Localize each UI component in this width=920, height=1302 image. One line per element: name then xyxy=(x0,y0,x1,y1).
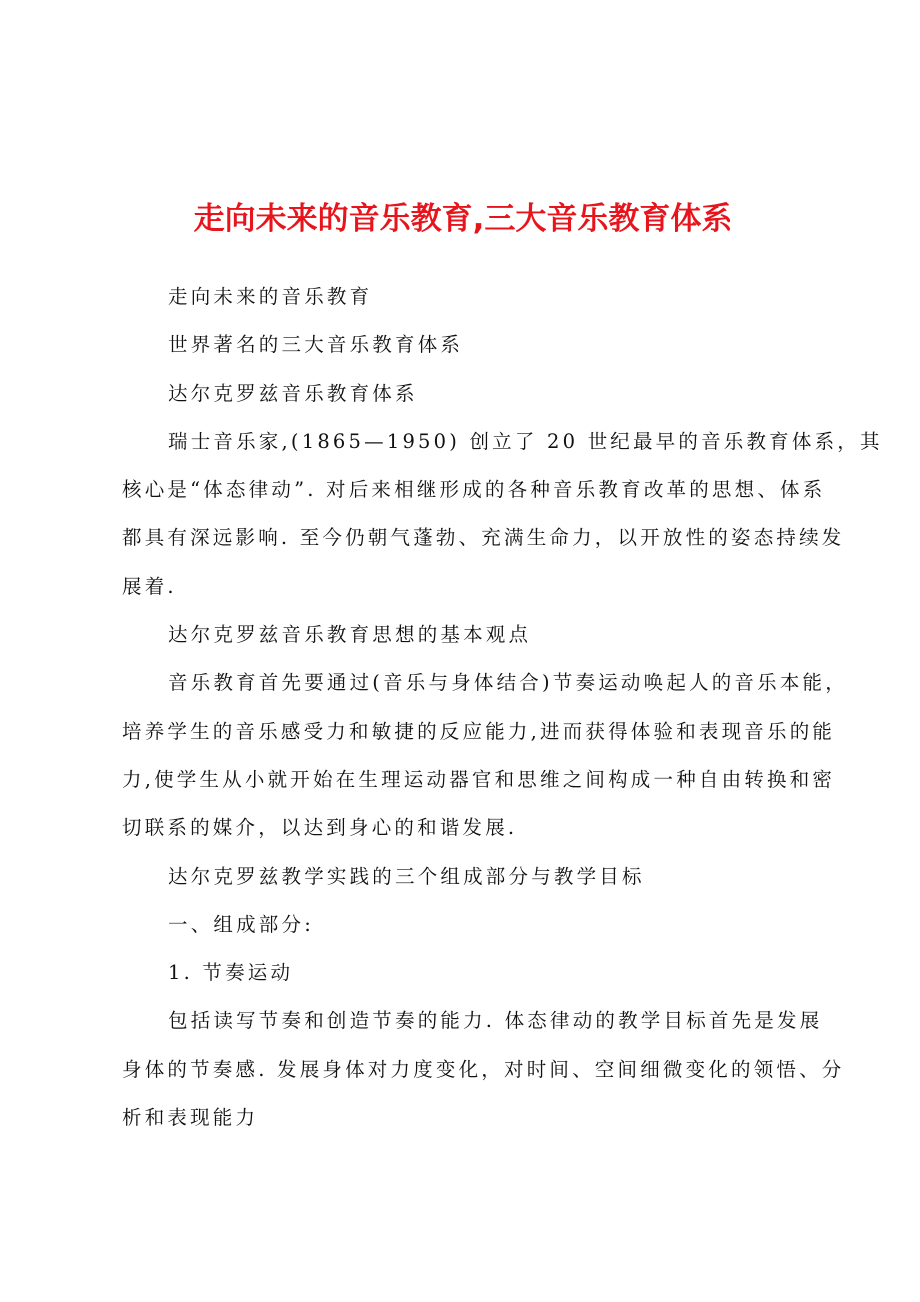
text-line: 核心是“体态律动”. 对后来相继形成的各种音乐教育改革的思想、体系 xyxy=(122,478,826,502)
text-line: 力,使学生从小就开始在生理运动器官和思维之间构成一种自由转换和密 xyxy=(122,767,836,791)
text-line: 走向未来的音乐教育 xyxy=(168,285,373,308)
text-line: 一、组成部分: xyxy=(168,912,314,936)
text-line: 都具有深远影响. 至今仍朝气蓬勃、充满生命力，以开放性的姿态持续发 xyxy=(122,526,845,550)
text-line: 达尔克罗兹教学实践的三个组成部分与教学目标 xyxy=(168,864,645,888)
text-line: 培养学生的音乐感受力和敏捷的反应能力,进而获得体验和表现音乐的能 xyxy=(122,719,836,743)
text-line: 1. 节奏运动 xyxy=(168,961,294,985)
text-line: 切联系的媒介，以达到身心的和谐发展. xyxy=(122,816,518,840)
text-line: 世界著名的三大音乐教育体系 xyxy=(168,333,464,357)
text-line: 音乐教育首先要通过(音乐与身体结合)节奏运动唤起人的音乐本能， xyxy=(168,671,848,695)
text-line: 达尔克罗兹音乐教育思想的基本观点 xyxy=(168,623,532,647)
text-line: 达尔克罗兹音乐教育体系 xyxy=(168,381,418,405)
text-line: 瑞士音乐家,(1865—1950) 创立了 20 世纪最早的音乐教育体系，其 xyxy=(168,429,883,453)
document-title: 走向未来的音乐教育,三大音乐教育体系 xyxy=(193,201,733,237)
text-line: 包括读写节奏和创造节奏的能力. 体态律动的教学目标首先是发展 xyxy=(168,1009,823,1033)
document-body xyxy=(122,280,883,1149)
text-line: 展着. xyxy=(122,574,177,598)
text-line: 析和表现能力 xyxy=(122,1106,259,1130)
text-line: 身体的节奏感. 发展身体对力度变化，对时间、空间细微变化的领悟、分 xyxy=(122,1057,845,1081)
